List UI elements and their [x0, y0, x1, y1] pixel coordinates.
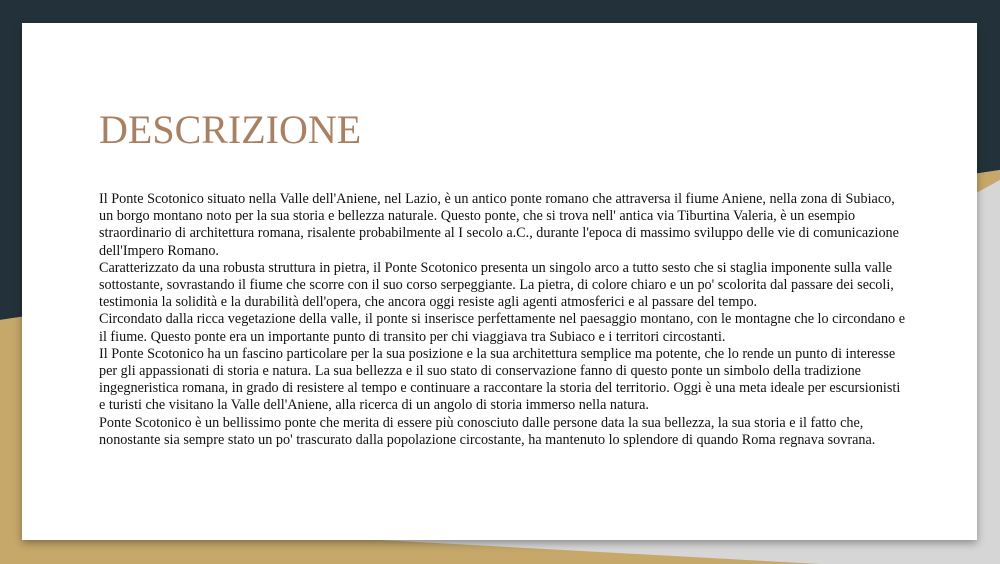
- slide-title: DESCRIZIONE: [99, 107, 362, 152]
- body-paragraph: Caratterizzato da una robusta struttura in pietra, il Ponte Scotonico presenta un singolo arco a tutto sesto che si staglia imponente sulla valle sottostante, sovrastando il fiume che scorre con il suo corso serpeggiante. La pietra, di colore chiaro e un po' scolorita dal passare dei secoli, testimonia la solidità e la durabilità dell'opera, che ancora oggi resiste agli agenti atmosferici e al passare del tempo.: [99, 259, 894, 311]
- body-paragraph: Ponte Scotonico è un bellissimo ponte che merita di essere più conosciuto dalle persone data la sua bellezza, la sua storia e il fatto che, nonostante sia sempre stato un po' trascurato dalla popolazione circostante, ha mantenuto lo splendore di quando Roma regnava sovrana.: [99, 414, 876, 448]
- body-paragraph: Il Ponte Scotonico ha un fascino particolare per la sua posizione e la sua architettura semplice ma potente, che lo rende un punto di interesse per gli appassionati di storia e natura. La sua bellezza e il suo stato di conservazione fanno di questo ponte un simbolo della tradizione ingegneristica romana, in grado di resistere al tempo e continuare a raccontare la storia del territorio. Oggi è una meta ideale per escursionisti e turisti che visitano la Valle dell'Aniene, alla ricerca di un angolo di storia immerso nella natura.: [99, 345, 901, 414]
- body-paragraph: Circondato dalla ricca vegetazione della valle, il ponte si inserisce perfettamente nel paesaggio montano, con le montagne che lo circondano e il fiume. Questo ponte era un importante punto di transito per chi viaggiava tra Subiaco e i territori circostanti.: [99, 311, 905, 345]
- body-paragraph: Il Ponte Scotonico situato nella Valle dell'Aniene, nel Lazio, è un antico ponte romano che attraversa il fiume Aniene, nella zona di Subiaco, un borgo montano noto per la sua storia e bellezza naturale. Questo ponte, che si trova nell' antica via Tiburtina Valeria, è un esempio straordinario di architettura romana, risalente probabilmente al I secolo a.C., durante l'epoca di massimo sviluppo delle vie di comunicazione dell'Impero Romano.: [99, 191, 899, 259]
- content-card: [22, 23, 977, 540]
- slide-body: [99, 191, 909, 449]
